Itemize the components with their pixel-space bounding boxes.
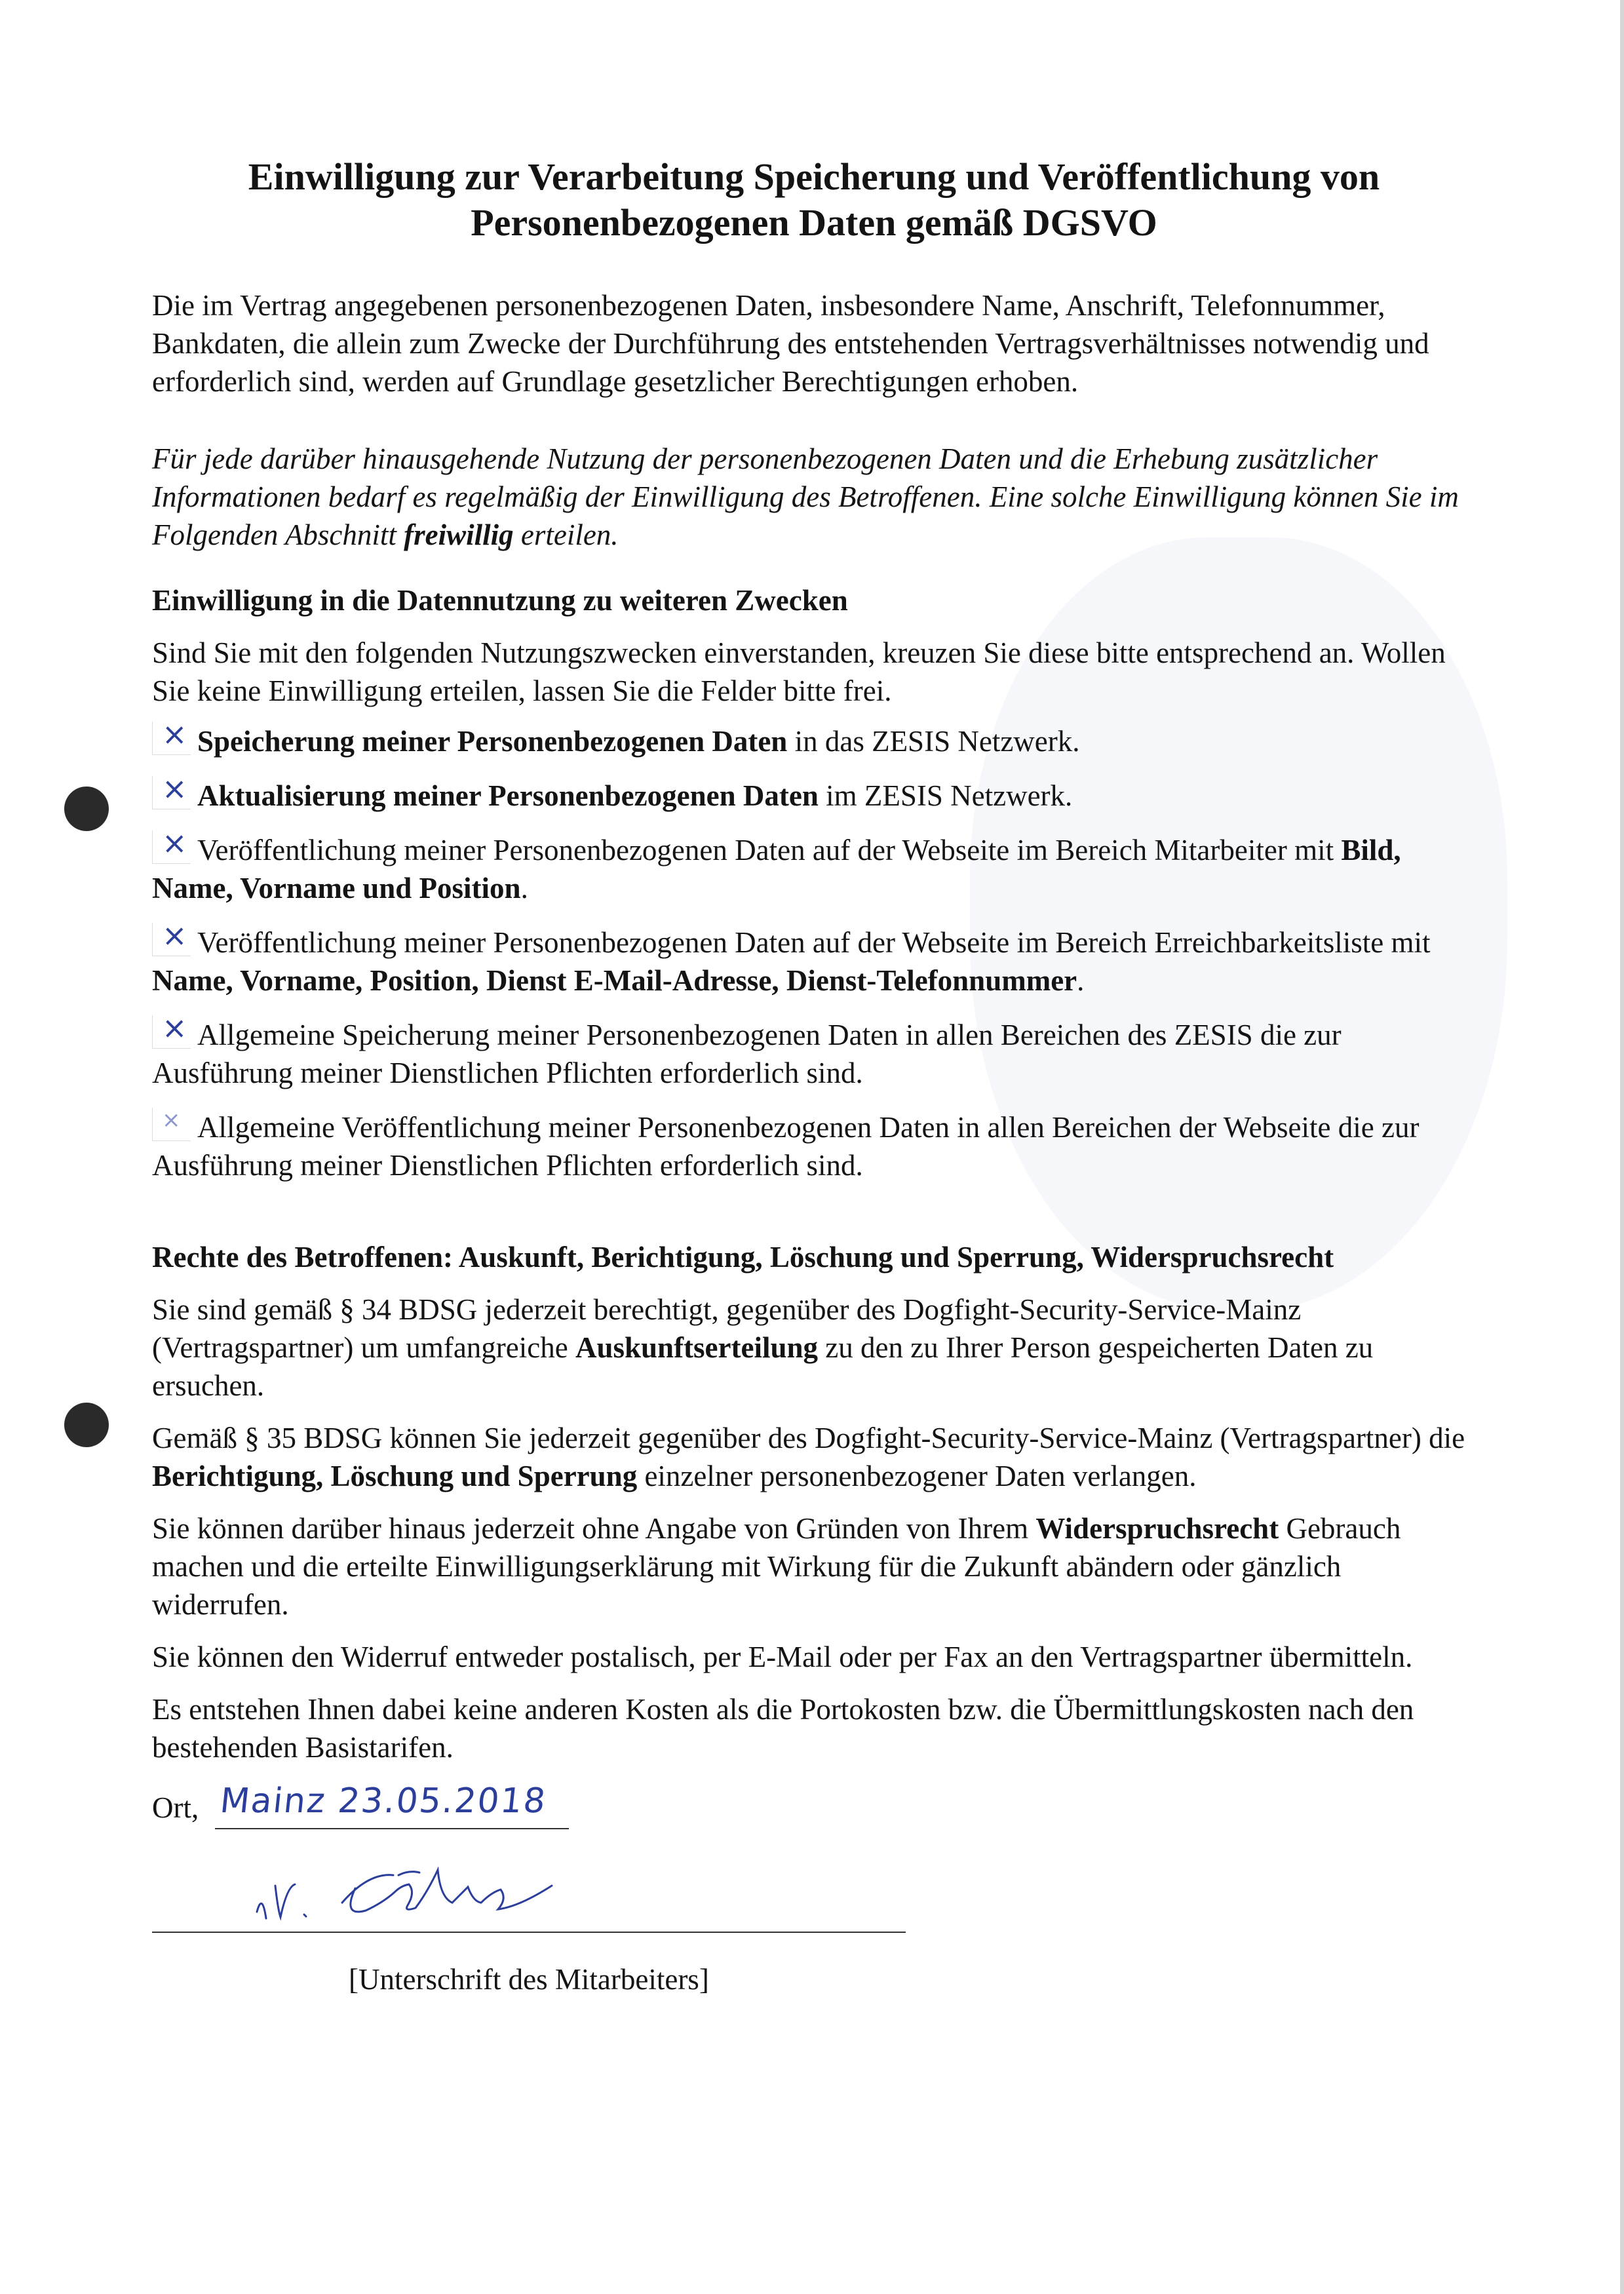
consent-item — [152, 825, 1476, 907]
signature-image — [244, 1846, 611, 1938]
page-edge — [1620, 0, 1624, 2294]
rights-text-end: Gebrauch machen und die erteilte Einwilligungserklärung mit Wirkung für die Zukunft abändern oder gänzlich widerrufen. — [152, 1512, 1401, 1621]
check-mark-icon: × — [162, 1107, 181, 1133]
consent-item-bold: Speicherung meiner Personenbezogenen Daten — [197, 725, 788, 758]
consent-item-bold: Bild, Name, Vorname und Position — [152, 834, 1401, 904]
consent-item — [152, 1108, 1476, 1184]
consent-item-text: Veröffentlichung meiner Personenbezogenen Daten auf der Webseite im Bereich Erreichbarkeitsliste mit — [197, 926, 1431, 959]
document-title: Einwilligung zur Verarbeitung Speicherung und Veröffentlichung von Personenbezogenen Daten gemäß DGSVO — [248, 155, 1380, 244]
check-mark-icon: × — [162, 1010, 187, 1045]
voluntary-emphasis: freiwillig — [404, 518, 514, 551]
rights-heading: Rechte des Betroffenen: Auskunft, Berichtigung, Löschung und Sperrung, Widerspruchsrecht — [152, 1241, 1334, 1273]
costs-paragraph: Es entstehen Ihnen dabei keine anderen Kosten als die Portokosten bzw. die Übermittlungskosten nach den bestehenden Basistarifen. — [152, 1693, 1414, 1764]
rights-bold: Berichtigung, Löschung und Sperrung — [152, 1460, 638, 1492]
voluntary-note-end: erteilen. — [513, 518, 619, 551]
consent-checkbox[interactable] — [152, 1010, 191, 1049]
place-label: Ort, — [152, 1791, 199, 1824]
consent-checkbox[interactable] — [152, 771, 191, 809]
revocation-paragraph: Sie können den Widerruf entweder postalisch, per E-Mail oder per Fax an den Vertragspartner übermitteln. — [152, 1641, 1413, 1673]
punch-hole — [64, 787, 109, 831]
rights-text: Sie sind gemäß § 34 BDSG jederzeit berechtigt, gegenüber des Dogfight-Security-Service-Mainz (Vertragspartner) um umfangreiche — [152, 1293, 1302, 1364]
signature-line — [152, 1932, 906, 1933]
place-underline — [215, 1828, 569, 1829]
consent-item — [152, 1010, 1476, 1092]
rights-bold: Auskunftserteilung — [575, 1331, 819, 1364]
consent-item — [152, 918, 1476, 1000]
rights-paragraph — [152, 1291, 1476, 1405]
consent-item-text: in das ZESIS Netzwerk. — [787, 725, 1080, 758]
rights-text-end: zu den zu Ihrer Person gespeicherten Daten zu ersuchen. — [152, 1331, 1374, 1402]
consent-instructions: Sind Sie mit den folgenden Nutzungszwecken einverstanden, kreuzen Sie diese bitte entsprechend an. Wollen Sie keine Einwilligung erteilen, lassen Sie die Felder bitte frei. — [152, 636, 1446, 707]
check-mark-icon: × — [162, 716, 187, 752]
consent-item-text: im ZESIS Netzwerk. — [818, 779, 1073, 812]
consent-item-text: Veröffentlichung meiner Personenbezogenen Daten auf der Webseite im Bereich Mitarbeiter mit — [197, 834, 1342, 866]
check-mark-icon: × — [162, 825, 187, 861]
signature-caption: [Unterschrift des Mitarbeiters] — [349, 1963, 709, 1996]
consent-item-text: Allgemeine Speicherung meiner Personenbezogenen Daten in allen Bereichen des ZESIS die zur Ausführung meiner Dienstlichen Pflichten erforderlich sind. — [152, 1019, 1342, 1089]
punch-hole — [64, 1403, 109, 1447]
consent-item-end: . — [1077, 964, 1085, 997]
check-mark-icon: × — [162, 918, 187, 953]
voluntary-note-text: Für jede darüber hinausgehende Nutzung der personenbezogenen Daten und die Erhebung zusätzlicher Informationen bedarf es regelmäßig der Einwilligung des Betroffenen. Eine solche Einwilligung können Sie im Folgenden Abschnitt — [152, 442, 1459, 551]
consent-item-text: Allgemeine Veröffentlichung meiner Personenbezogenen Daten in allen Bereichen der Webseite die zur Ausführung meiner Dienstlichen Pflichten erforderlich sind. — [152, 1111, 1420, 1182]
rights-text-end: einzelner personenbezogener Daten verlangen. — [637, 1460, 1197, 1492]
consent-checkbox[interactable] — [152, 918, 191, 956]
rights-bold: Widerspruchsrecht — [1035, 1512, 1279, 1545]
voluntary-note — [152, 440, 1476, 554]
rights-text: Gemäß § 35 BDSG können Sie jederzeit gegenüber des Dogfight-Security-Service-Mainz (Vertragspartner) die — [152, 1422, 1465, 1454]
consent-checkbox[interactable] — [152, 825, 191, 864]
check-mark-icon: × — [162, 771, 187, 806]
consent-checkbox[interactable] — [152, 1108, 191, 1141]
rights-text: Sie können darüber hinaus jederzeit ohne Angabe von Gründen von Ihrem — [152, 1512, 1036, 1545]
rights-paragraph — [152, 1509, 1476, 1623]
consent-item-bold: Name, Vorname, Position, Dienst E-Mail-Adresse, Dienst-Telefonnummer — [152, 964, 1077, 997]
document-body — [152, 154, 1476, 1998]
consent-item-bold: Aktualisierung meiner Personenbezogenen Daten — [197, 779, 819, 812]
consent-list — [152, 716, 1476, 1184]
place-date-value: Mainz 23.05.2018 — [218, 1781, 549, 1821]
consent-heading: Einwilligung in die Datennutzung zu weiteren Zwecken — [152, 584, 848, 617]
consent-item — [152, 771, 1476, 815]
rights-paragraph — [152, 1419, 1476, 1495]
place-date-field[interactable] — [152, 1781, 1476, 1835]
signature-field[interactable] — [152, 1840, 1476, 1938]
consent-item-end: . — [520, 872, 528, 904]
intro-paragraph: Die im Vertrag angegebenen personenbezogenen Daten, insbesondere Name, Anschrift, Telefonnummer, Bankdaten, die allein zum Zwecke der Durchführung des entstehenden Vertragsverhältnisses notwendig und erforderlich sind, werden auf Grundlage gesetzlicher Berechtigungen erhoben. — [152, 289, 1429, 398]
consent-checkbox[interactable] — [152, 716, 191, 755]
consent-item — [152, 716, 1476, 760]
